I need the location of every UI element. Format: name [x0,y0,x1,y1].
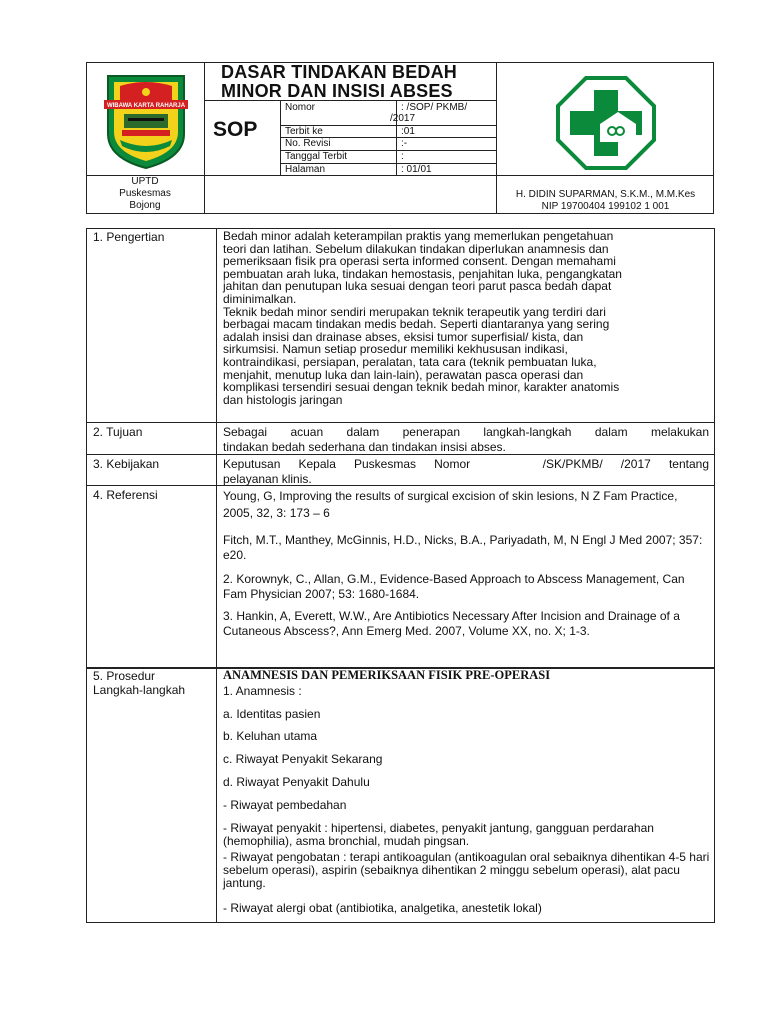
section-label-kebijakan: 3. Kebijakan [93,457,160,471]
prosedur-heading: ANAMNESIS DAN PEMERIKSAAN FISIK PRE-OPERASI [223,668,551,682]
tujuan-text: Sebagai acuan dalam penerapan langkah-langkah dalam melakukan tindakan bedah sederhana dan tindakan insisi abses. [223,425,709,454]
meta-value: : [401,151,404,162]
document-title: DASAR TINDAKAN BEDAH MINOR DAN INSISI ABSES [221,62,457,101]
reference-item: 3. Hankin, A, Everett, W.W., Are Antibiotics Necessary After Incision and Drainage of a Cutaneous Abscess?, Ann Emerg Med. 2007, Volume XX, no. X; 1-3. [223,609,680,638]
section-label-prosedur: 5. Prosedur Langkah-langkah [93,669,186,697]
section-label-tujuan: 2. Tujuan [93,425,143,439]
meta-label: No. Revisi [285,138,331,149]
prosedur-item: 1. Anamnesis : [223,684,302,698]
section-label-pengertian: 1. Pengertian [93,230,165,244]
prosedur-item: b. Keluhan utama [223,729,318,743]
signature-block [497,189,714,213]
signer-nip: NIP 19700404 199102 1 001 [541,201,670,212]
riwayat-pengobatan: - Riwayat pengobatan : terapi antikoagulan (antikoagulan oral sebaiknya dihentikan 4-5 hari sebelum operasi), aspirin (sebaiknya dihentikan 2 minggu sebelum operasi), alat pacu jantung. [223,850,710,890]
prosedur-item: d. Riwayat Penyakit Dahulu [223,775,370,789]
meta-label: Nomor [285,102,316,113]
kebijakan-text: Keputusan Kepala Puskesmas Nomor /SK/PKMB/ /2017 tentang pelayanan klinis. [223,457,709,486]
section-label-referensi: 4. Referensi [93,488,158,502]
meta-label: Tanggal Terbit [285,151,348,162]
reference-item: Fitch, M.T., Manthey, McGinnis, H.D., Nicks, B.A., Pariyadath, M, N Engl J Med 2007; 357: e20. [223,533,703,562]
meta-value: : /SOP/ PKMB/ [401,102,468,113]
header-divider [396,100,397,176]
meta-label: Terbit ke [285,126,323,137]
table-row-divider [86,422,715,423]
riwayat-penyakit: - Riwayat penyakit : hipertensi, diabetes, penyakit jantung, gangguan perdarahan (hemophilia), asma bronchial, mudah pingsan. [223,821,654,848]
puskesmas-logo [556,76,656,170]
header-divider [204,62,205,214]
sop-label: SOP [213,118,258,141]
prosedur-item: a. Identitas pasien [223,707,321,721]
reference-item: Young, G, Improving the results of surgical excision of skin lesions, N Z Fam Practice, 2005, 32, 3: 173 – 6 [223,489,678,520]
unit-name: UPTD Puskesmas Bojong [119,176,171,211]
riwayat-alergi: - Riwayat alergi obat (antibiotika, analgetika, anestetik lokal) [223,901,542,915]
prosedur-item: c. Riwayat Penyakit Sekarang [223,752,383,766]
meta-value: :- [401,138,408,149]
pengertian-text: Bedah minor adalah keterampilan praktis yang memerlukan pengetahuan teori dan latihan. Sebelum dilakukan tindakan diperlukan anamnesis dan pemeriksaan fisik pra operasi serta informed consent. Dengan memahami pembuatan arah luka, tindakan hemostasis, penjahitan luka, pengangkatan jahitan dan penutupan luka sesuai dengan teori parut pasca bedah dapat diminimalkan. Teknik bedah minor sendiri merupakan teknik terapeutik yang terdiri dari berbagai macam tindakan medis bedah. Seperti diantaranya yang sering adalah insisi dan drainase abses, eksisi tumor superfisial/ kista, dan sirkumsisi. Namun setiap prosedur memiliki kekhususan indikasi, kontraindikasi, persiapan, peralatan, tata cara (teknik pembuatan luka, menjahit, menutup luka dan lain-lain), perawatan pasca operasi dan komplikasi tersendiri sesuai dengan teknik bedah minor, karakter anatomis dan histologis jaringan [223,229,622,407]
signer-name: H. DIDIN SUPARMAN, S.K.M., M.M.Kes [515,189,696,200]
meta-value: /2017 [390,113,416,124]
header-divider [280,100,281,176]
meta-value: : 01/01 [401,164,432,175]
reference-item: 2. Korownyk, C., Allan, G.M., Evidence-Based Approach to Abscess Management, Can Fam Physician 2007; 53: 1680-1684. [223,572,685,601]
meta-label: Halaman [285,164,326,175]
emblem-banner-text: WIBAWA KARTA RAHARJA [106,103,186,109]
prosedur-item: - Riwayat pembedahan [223,798,347,812]
regional-emblem-logo [100,72,192,170]
meta-value: :01 [401,126,415,137]
